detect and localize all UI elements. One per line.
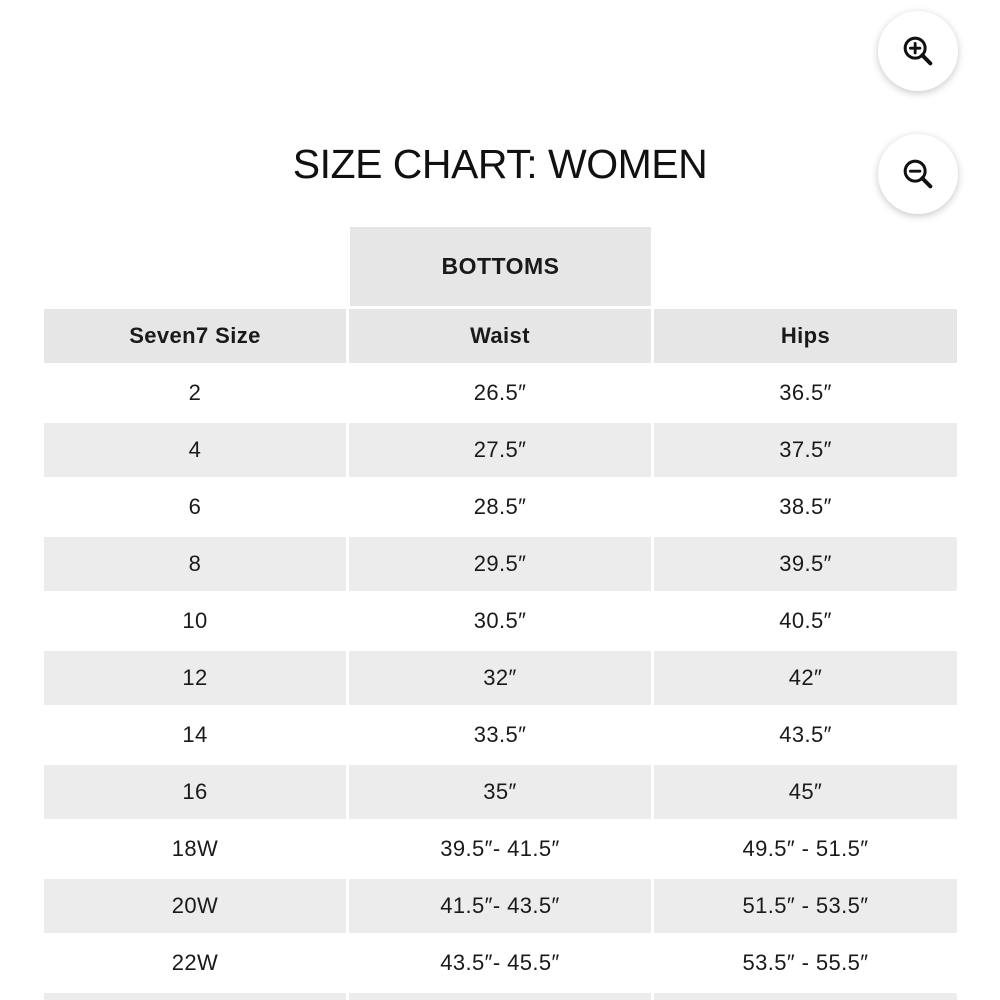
hips-cell: 37.5″ [654,423,957,477]
table-row [44,480,957,534]
waist-cell [349,993,651,1000]
header-size: Seven7 Size [44,309,346,363]
hips-cell: 43.5″ [654,708,957,762]
table-row [44,936,957,990]
hips-cell [654,993,957,1000]
table-row [44,822,957,876]
size-cell: 10 [44,594,346,648]
table-header-row [44,309,957,363]
waist-cell: 28.5″ [349,480,651,534]
hips-cell: 36.5″ [654,366,957,420]
waist-cell: 35″ [349,765,651,819]
zoom-in-icon [899,32,937,70]
size-cell: 14 [44,708,346,762]
size-cell: 4 [44,423,346,477]
waist-cell: 29.5″ [349,537,651,591]
table-row [44,366,957,420]
hips-cell: 42″ [654,651,957,705]
size-cell: 2 [44,366,346,420]
size-cell: 22W [44,936,346,990]
table-row [44,594,957,648]
hips-cell: 39.5″ [654,537,957,591]
table-row [44,651,957,705]
table-row [44,765,957,819]
size-cell: 20W [44,879,346,933]
size-cell: 8 [44,537,346,591]
hips-cell: 51.5″ - 53.5″ [654,879,957,933]
hips-cell: 40.5″ [654,594,957,648]
header-hips: Hips [654,309,957,363]
hips-cell: 49.5″ - 51.5″ [654,822,957,876]
size-cell: 16 [44,765,346,819]
hips-cell: 45″ [654,765,957,819]
size-cell: 18W [44,822,346,876]
zoom-in-button[interactable] [878,11,958,91]
waist-cell: 33.5″ [349,708,651,762]
hips-cell: 38.5″ [654,480,957,534]
waist-cell: 30.5″ [349,594,651,648]
header-waist: Waist [349,309,651,363]
page-title: SIZE CHART: WOMEN [292,141,708,187]
table-row-partial [44,993,957,1000]
hips-cell: 53.5″ - 55.5″ [654,936,957,990]
size-table [44,309,957,1000]
table-row [44,879,957,933]
size-cell: 6 [44,480,346,534]
table-row [44,537,957,591]
table-row [44,708,957,762]
bottoms-group-header: BOTTOMS [350,227,651,306]
size-cell [44,993,346,1000]
waist-cell: 32″ [349,651,651,705]
waist-cell: 26.5″ [349,366,651,420]
size-cell: 12 [44,651,346,705]
waist-cell: 27.5″ [349,423,651,477]
waist-cell: 41.5″- 43.5″ [349,879,651,933]
waist-cell: 39.5″- 41.5″ [349,822,651,876]
waist-cell: 43.5″- 45.5″ [349,936,651,990]
table-row [44,423,957,477]
